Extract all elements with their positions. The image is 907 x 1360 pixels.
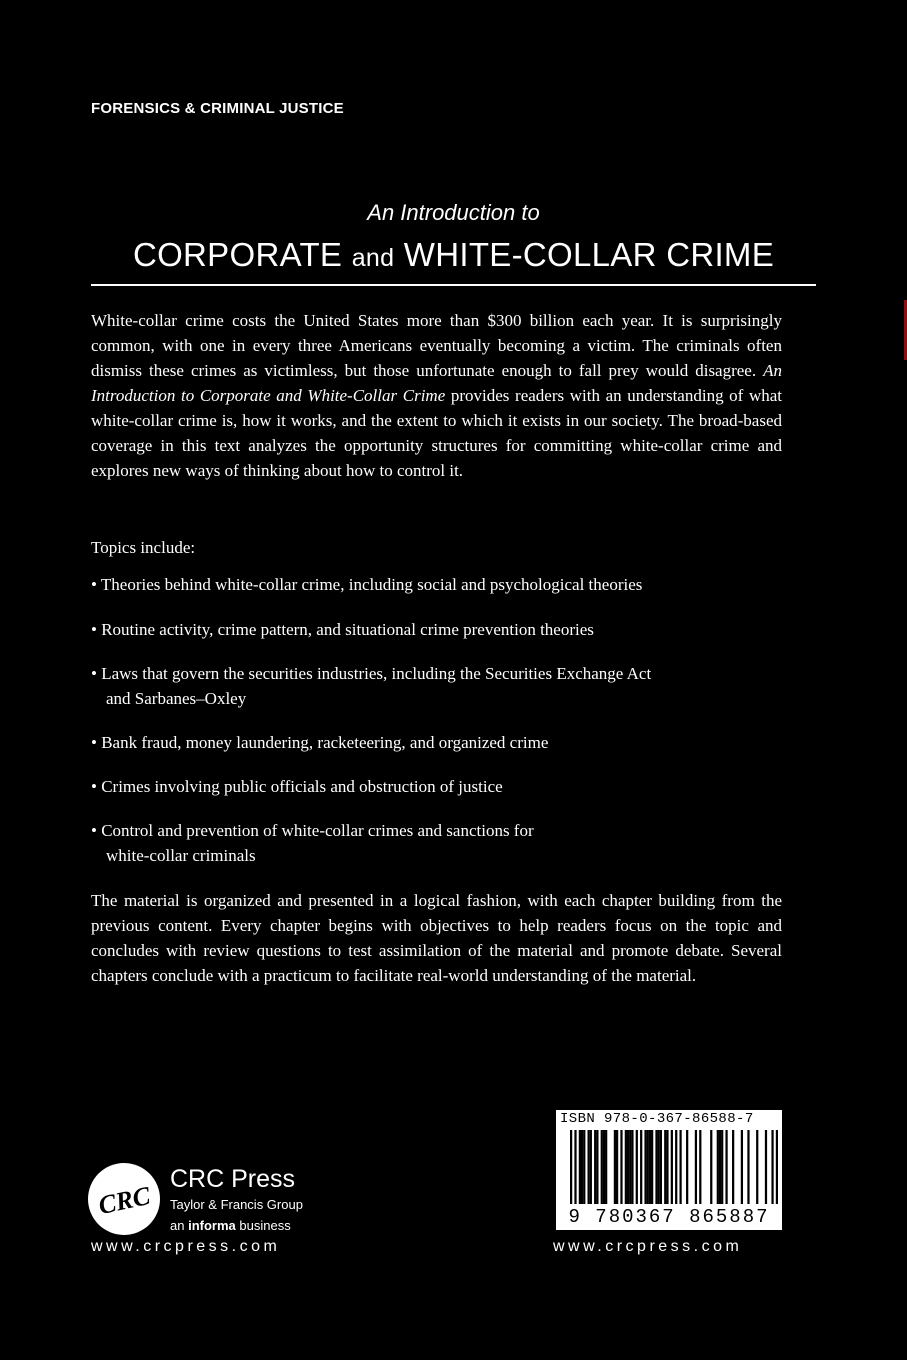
barcode-bar — [625, 1130, 627, 1204]
crc-logo-text: CRC — [95, 1180, 153, 1221]
barcode-bar — [614, 1130, 616, 1204]
barcode-bar — [570, 1130, 572, 1204]
barcode-bar — [636, 1130, 638, 1204]
barcode-bar — [695, 1130, 697, 1204]
topic-item: • Routine activity, crime pattern, and situational crime prevention theories — [91, 620, 594, 639]
barcode-bar — [649, 1130, 651, 1204]
barcode-bar — [710, 1130, 712, 1204]
publisher-url[interactable]: www.crcpress.com — [91, 1238, 281, 1255]
barcode-bar — [679, 1130, 681, 1204]
topic-item: • Bank fraud, money laundering, racketeering, and organized crime — [91, 733, 549, 752]
topic-item: • Theories behind white-collar crime, including social and psychological theories — [91, 575, 643, 594]
barcode-bar — [651, 1130, 653, 1204]
barcode-bar — [627, 1130, 629, 1204]
barcode-bar — [579, 1130, 581, 1204]
title-part2: WHITE-COLLAR CRIME — [403, 236, 775, 273]
barcode-bar — [717, 1130, 719, 1204]
barcode-bar — [666, 1130, 668, 1204]
barcode-bar — [675, 1130, 677, 1204]
publisher-name: CRC Press — [170, 1165, 296, 1193]
barcode-bar — [644, 1130, 646, 1204]
title-rule — [91, 284, 816, 286]
closing-paragraph: The material is organized and presented in a logical fashion, with each chapter building from the previous content. Every chapter begins with objectives to help readers focus on the topic and concludes with review questions to test assimilation of the material and promote debate. Several chapters conclude with a practicum to facilitate real-world understanding of the material. — [91, 891, 782, 985]
barcode-bar — [660, 1130, 662, 1204]
topic-item: • Control and prevention of white-collar crimes and sanctions for white-collar criminals — [91, 821, 534, 865]
barcode-bar — [776, 1130, 778, 1204]
barcode-bar — [664, 1130, 666, 1204]
barcode-bar — [647, 1130, 649, 1204]
barcode-bar — [588, 1130, 590, 1204]
publisher-business: an informa business — [170, 1218, 291, 1233]
topic-item: • Laws that govern the securities industries, including the Securities Exchange Act and Sarbanes–Oxley — [91, 664, 652, 708]
book-title-italic: An Introduction to Corporate and White-Collar Crime — [91, 361, 782, 405]
barcode-bar — [756, 1130, 758, 1204]
barcode-bar — [590, 1130, 592, 1204]
barcode-bar — [686, 1130, 688, 1204]
barcode-bar — [771, 1130, 773, 1204]
barcode-bar — [596, 1130, 598, 1204]
barcode-bar — [655, 1130, 657, 1204]
topic-item: • Crimes involving public officials and obstruction of justice — [91, 777, 503, 796]
barcode-bar — [601, 1130, 603, 1204]
barcode-bar — [671, 1130, 673, 1204]
barcode-bar — [616, 1130, 618, 1204]
barcode-bar — [658, 1130, 660, 1204]
barcode-bar — [640, 1130, 642, 1204]
barcode-bar — [594, 1130, 596, 1204]
description-paragraph: White-collar crime costs the United States more than $300 billion each year. It is surprisingly common, with one in every three Americans eventually becoming a victim. The criminals often dismiss these crimes as victimless, but those unfortunate enough to fall prey would disagree. An Introduction to Corporate and White-Collar Crime provides readers with an understanding of what white-collar crime is, how it works, and the extent to which it exists in our society. The broad-based coverage in this text analyzes the opportunity structures for committing white-collar crime and explores new ways of thinking about how to control it. — [91, 311, 783, 480]
barcode-bar — [741, 1130, 743, 1204]
barcode-box — [556, 1110, 782, 1230]
series-label: FORENSICS & CRIMINAL JUSTICE — [91, 100, 344, 117]
barcode-bar — [631, 1130, 633, 1204]
barcode-bar — [605, 1130, 607, 1204]
topics-heading: Topics include: — [91, 538, 196, 557]
crc-logo — [88, 1163, 160, 1235]
barcode-url[interactable]: www.crcpress.com — [553, 1238, 743, 1255]
barcode-bar — [747, 1130, 749, 1204]
barcode-bar — [732, 1130, 734, 1204]
publisher-group: Taylor & Francis Group — [170, 1197, 303, 1212]
barcode-bar — [699, 1130, 701, 1204]
barcode-bar — [620, 1130, 622, 1204]
ean-digits: 9 780367 865887 — [568, 1206, 770, 1228]
book-title — [0, 236, 907, 274]
barcode-bar — [725, 1130, 727, 1204]
barcode-bar — [581, 1130, 583, 1204]
barcode-bar — [583, 1130, 585, 1204]
barcode-bar — [719, 1130, 721, 1204]
title-part1: CORPORATE — [132, 236, 343, 273]
title-and: and — [351, 244, 395, 272]
isbn-label: ISBN 978-0-367-86588-7 — [560, 1111, 754, 1127]
barcode-bar — [765, 1130, 767, 1204]
barcode-bar — [721, 1130, 723, 1204]
barcode-bars — [570, 1130, 778, 1204]
book-subtitle: An Introduction to — [367, 200, 540, 225]
barcode-bar — [629, 1130, 631, 1204]
barcode-bar — [574, 1130, 576, 1204]
barcode-bar — [603, 1130, 605, 1204]
